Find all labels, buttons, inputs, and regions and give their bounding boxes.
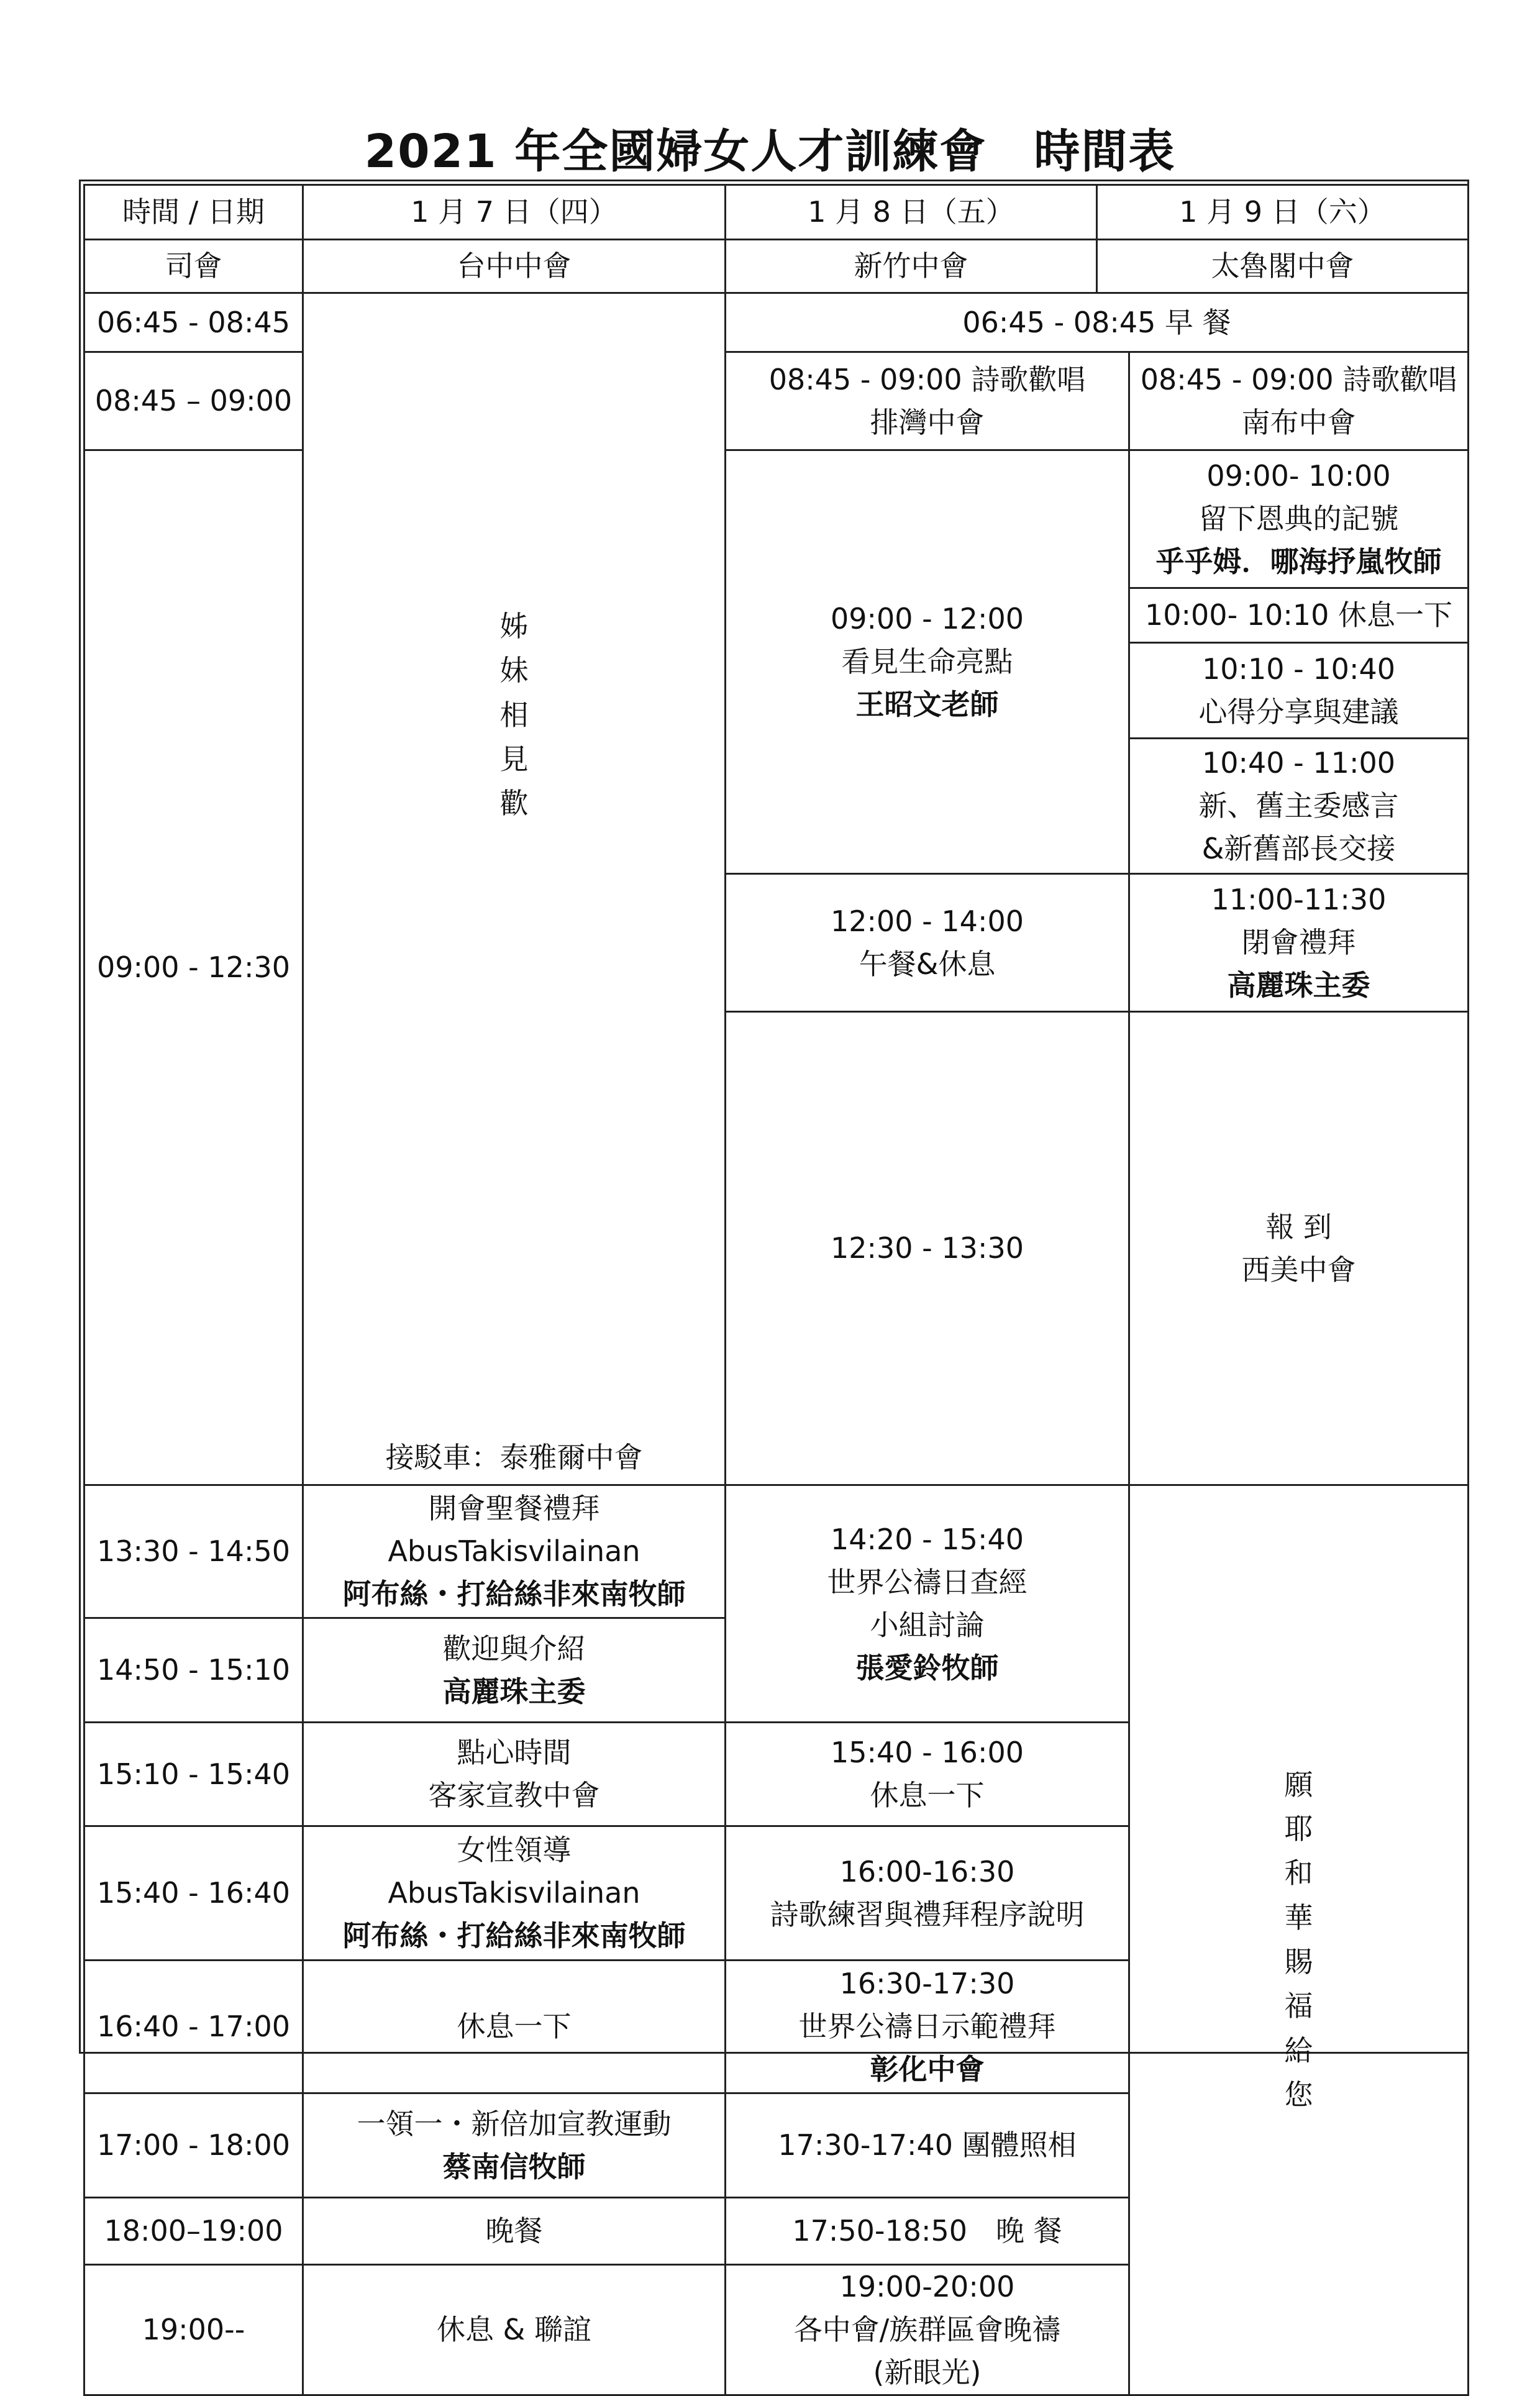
day3-grace-speaker: 乎乎姆．哪海抒嵐牧師 [1155,545,1442,578]
day1-dinner-cell: 晚餐 [303,2198,726,2265]
header-row [84,185,1469,240]
day2-demo-title: 世界公禱日示範禮拜 [798,2010,1056,2043]
header-day2: 1 月 8 日（五） [726,186,1098,239]
time-1800: 18:00–19:00 [84,2198,303,2265]
day2-bible-cell [726,1485,1129,1723]
day2-bible-title: 世界公禱日查經 [827,1565,1027,1599]
blessing-char: 給 [1284,2033,1313,2067]
day1-mission-title: 一領一・新倍加宣教運動 [357,2107,672,2141]
day2-talk-time: 09:00 - 12:00 [831,602,1024,635]
row-0845 [84,352,1469,450]
host-day3: 太魯閣中會 [1211,249,1354,283]
day3-closing-cell [1129,874,1469,1012]
header-day1: 1 月 7 日（四） [303,185,726,240]
header-days-2-3 [726,185,1469,240]
vertical-char: 妹 [499,654,529,688]
day2-practice-cell [726,1826,1129,1961]
day2-photo-cell: 17:30-17:40 團體照相 [726,2093,1129,2198]
day2-lunch-title: 午餐&休息 [859,947,996,981]
vertical-char: 相 [499,698,529,732]
day1-opening-speaker: 阿布絲・打給絲非來南牧師 [342,1577,686,1611]
day3-share-title: 心得分享與建議 [1198,695,1399,729]
day3-handover-title: 新、舊主委感言 [1198,789,1399,822]
time-1450: 14:50 - 15:10 [84,1618,303,1723]
day3-handover-sub: &新舊部長交接 [1201,832,1396,865]
day3-blessing-text [1132,1763,1465,2117]
day2-hymn-host: 排灣中會 [870,405,985,439]
day2-demo-cell [726,1961,1129,2093]
day2-demo-time: 16:30-17:30 [839,1967,1015,2000]
host-days-2-3 [726,240,1469,293]
day2-talk-cell [726,450,1129,874]
day1-mission-speaker: 蔡南信牧師 [442,2149,586,2184]
time-1540: 15:40 - 16:40 [84,1826,303,1961]
day2-bible-time: 14:20 - 15:40 [831,1522,1024,1556]
host-day1: 台中中會 [303,240,726,293]
day3-hymn-cell [1129,352,1469,450]
time-1330: 13:30 - 14:50 [84,1485,303,1618]
day2-prayer-cell [726,2265,1129,2395]
blessing-char: 和 [1284,1856,1313,1890]
day2-dinner-cell: 17:50-18:50 晚 餐 [726,2198,1129,2265]
day1-checkin-title: 報 到 [1265,1209,1332,1244]
day1-checkin-cell [1129,1012,1469,1485]
day1-checkin-host: 西美中會 [1241,1252,1356,1287]
page-title: 2021 年全國婦女人才訓練會 時間表 [364,125,1176,178]
day3-break-cell: 10:00- 10:10 休息一下 [1129,588,1469,643]
day3-share-time: 10:10 - 10:40 [1202,652,1395,686]
day2-prayer-title: 各中會/族群區會晚禱 [793,2313,1061,2346]
blessing-char: 耶 [1284,1812,1313,1846]
day3-hymn-host: 南布中會 [1241,405,1356,439]
host-row [84,240,1469,293]
blessing-char: 賜 [1284,1945,1313,1979]
day1-evening-cell: 休息 & 聯誼 [303,2265,726,2395]
vertical-char: 姊 [499,609,529,643]
time-0645: 06:45 - 08:45 [84,293,303,352]
day1-morning-cell [303,293,726,1485]
day1-mission-cell [303,2093,726,2198]
day1-vertical-text [304,604,724,826]
blessing-char: 福 [1284,1989,1313,2023]
header-time-date: 時間 / 日期 [84,185,303,240]
breakfast-cell: 06:45 - 08:45 早 餐 [726,293,1469,352]
day2-prayer-time: 19:00-20:00 [839,2270,1015,2303]
time-0845: 08:45 – 09:00 [84,352,303,450]
vertical-char: 見 [499,742,529,776]
day1-leader-name: AbusTakisvilainan [388,1876,640,1910]
day2-bible-speaker: 張愛鈴牧師 [855,1651,999,1685]
day3-handover-time: 10:40 - 11:00 [1202,746,1395,780]
day2-rest-cell [726,1723,1129,1826]
day3-grace-time: 09:00- 10:00 [1206,459,1391,493]
host-label: 司會 [84,240,303,293]
shuttle-note: 接駁車：泰雅爾中會 [385,1441,643,1474]
day1-opening-cell [303,1485,726,1618]
time-1700: 17:00 - 18:00 [84,2093,303,2198]
day1-snack-host: 客家宣教中會 [428,1779,600,1812]
day1-welcome-title: 歡迎與介紹 [442,1631,586,1665]
row-0645 [84,293,1469,352]
day3-hymn-time: 08:45 - 09:00 詩歌歡唱 [1140,362,1457,396]
time-1230: 12:30 - 13:30 [726,1012,1129,1485]
day2-talk-title: 看見生命亮點 [841,645,1013,678]
day2-rest-time: 15:40 - 16:00 [831,1736,1024,1769]
day1-leader-title: 女性領導 [457,1833,572,1867]
schedule-frame [79,180,1469,2389]
row-1330 [84,1485,1469,1618]
blessing-char: 華 [1284,1900,1313,1934]
day2-prayer-sub: (新眼光) [873,2356,982,2389]
day1-welcome-cell [303,1618,726,1723]
day1-rest-cell: 休息一下 [303,1961,726,2093]
day3-closing-speaker: 高麗珠主委 [1227,968,1370,1002]
blessing-char: 願 [1284,1767,1313,1802]
day3-blessing-cell [1129,1485,1469,2395]
day3-closing-time: 11:00-11:30 [1211,883,1387,916]
day3-grace-title: 留下恩典的記號 [1198,502,1399,535]
day1-opening-title: 開會聖餐禮拜 [428,1492,600,1525]
time-1510: 15:10 - 15:40 [84,1723,303,1826]
day1-leader-speaker: 阿布絲・打給絲非來南牧師 [342,1919,686,1952]
day2-hymn-cell [726,352,1129,450]
day2-hymn-time: 08:45 - 09:00 詩歌歡唱 [768,362,1086,396]
day3-handover-cell [1129,739,1469,874]
day2-practice-title: 詩歌練習與禮拜程序說明 [770,1897,1085,1931]
day1-snack-cell [303,1723,726,1826]
row-0900-a [84,450,1469,588]
header-day3: 1 月 9 日（六） [1179,195,1386,229]
day2-lunch-time: 12:00 - 14:00 [831,904,1024,938]
day2-lunch-cell [726,874,1129,1012]
day2-practice-time: 16:00-16:30 [839,1854,1015,1888]
day2-demo-host: 彰化中會 [870,2052,985,2086]
time-1900: 19:00-- [84,2265,303,2395]
day1-leader-cell [303,1826,726,1961]
time-1640: 16:40 - 17:00 [84,1961,303,2093]
time-0900: 09:00 - 12:30 [84,450,303,1485]
day3-closing-title: 閉會禮拜 [1241,926,1356,959]
day1-welcome-speaker: 高麗珠主委 [442,1674,586,1708]
vertical-char: 歡 [499,786,529,821]
day2-bible-sub: 小組討論 [870,1608,985,1642]
blessing-char: 您 [1284,2077,1313,2111]
day2-talk-speaker: 王昭文老師 [855,688,999,721]
day1-snack-title: 點心時間 [457,1736,572,1769]
schedule-table [83,184,1469,2396]
host-day2: 新竹中會 [726,240,1098,292]
day3-grace-cell [1129,450,1469,588]
day2-rest-title: 休息一下 [870,1779,985,1812]
day1-opening-name: AbusTakisvilainan [388,1534,640,1568]
day3-share-cell [1129,643,1469,739]
